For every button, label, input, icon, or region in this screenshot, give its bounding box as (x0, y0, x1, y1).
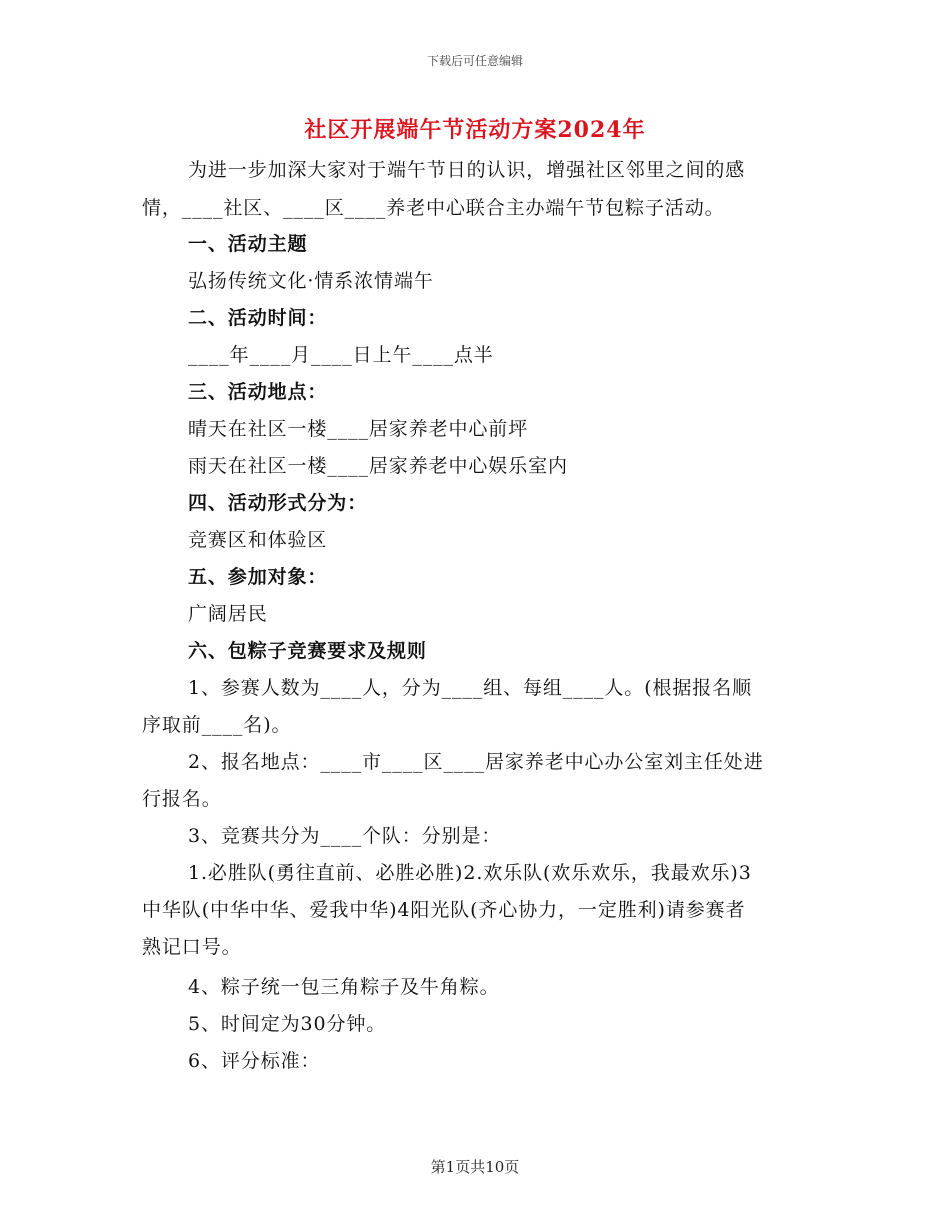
paragraph-line: 雨天在社区一楼____居家养老中心娱乐室内 (188, 455, 568, 477)
section-heading: 三、活动地点： (188, 381, 328, 403)
section-heading: 二、活动时间： (188, 307, 328, 329)
section-heading: 一、活动主题 (188, 233, 308, 255)
page-footer: 第1页共10页 (430, 1158, 520, 1176)
section-heading: 四、活动形式分为： (188, 492, 368, 514)
paragraph-line: 中华队(中华中华、爱我中华)4阳光队(齐心协力，一定胜利)请参赛者 (142, 899, 746, 921)
paragraph-line: 行报名。 (142, 788, 222, 810)
paragraph-line: 广阔居民 (188, 603, 268, 625)
paragraph-line: 5、时间定为30分钟。 (188, 1013, 387, 1035)
paragraph-line: 竞赛区和体验区 (188, 529, 328, 551)
section-heading: 六、包粽子竞赛要求及规则 (188, 640, 427, 662)
document-title: 社区开展端午节活动方案2024年 (304, 117, 646, 143)
paragraph-line: 3、竞赛共分为____个队：分别是： (188, 825, 502, 847)
paragraph-line: ____年____月____日上午____点半 (188, 344, 494, 366)
paragraph-line: 2、报名地点：____市____区____居家养老中心办公室刘主任处进 (188, 751, 764, 773)
paragraph-line: 晴天在社区一楼____居家养老中心前坪 (188, 418, 529, 440)
header-note: 下载后可任意编辑 (426, 54, 523, 68)
paragraph-line: 为进一步加深大家对于端午节日的认识，增强社区邻里之间的感 (188, 159, 746, 181)
paragraph-line: 熟记口号。 (142, 936, 242, 958)
paragraph-line: 1.必胜队(勇往直前、必胜必胜)2.欢乐队(欢乐欢乐，我最欢乐)3 (188, 862, 752, 884)
paragraph-line: 1、参赛人数为____人，分为____组、每组____人。(根据报名顺 (188, 677, 753, 699)
section-heading: 五、参加对象： (188, 566, 328, 588)
paragraph-line: 6、评分标准： (188, 1050, 321, 1072)
paragraph-line: 情，____社区、____区____养老中心联合主办端午节包粽子活动。 (142, 197, 725, 219)
paragraph-line: 弘扬传统文化·情系浓情端午 (188, 270, 434, 292)
paragraph-line: 4、粽子统一包三角粽子及牛角粽。 (188, 976, 500, 998)
paragraph-line: 序取前____名)。 (142, 714, 292, 736)
